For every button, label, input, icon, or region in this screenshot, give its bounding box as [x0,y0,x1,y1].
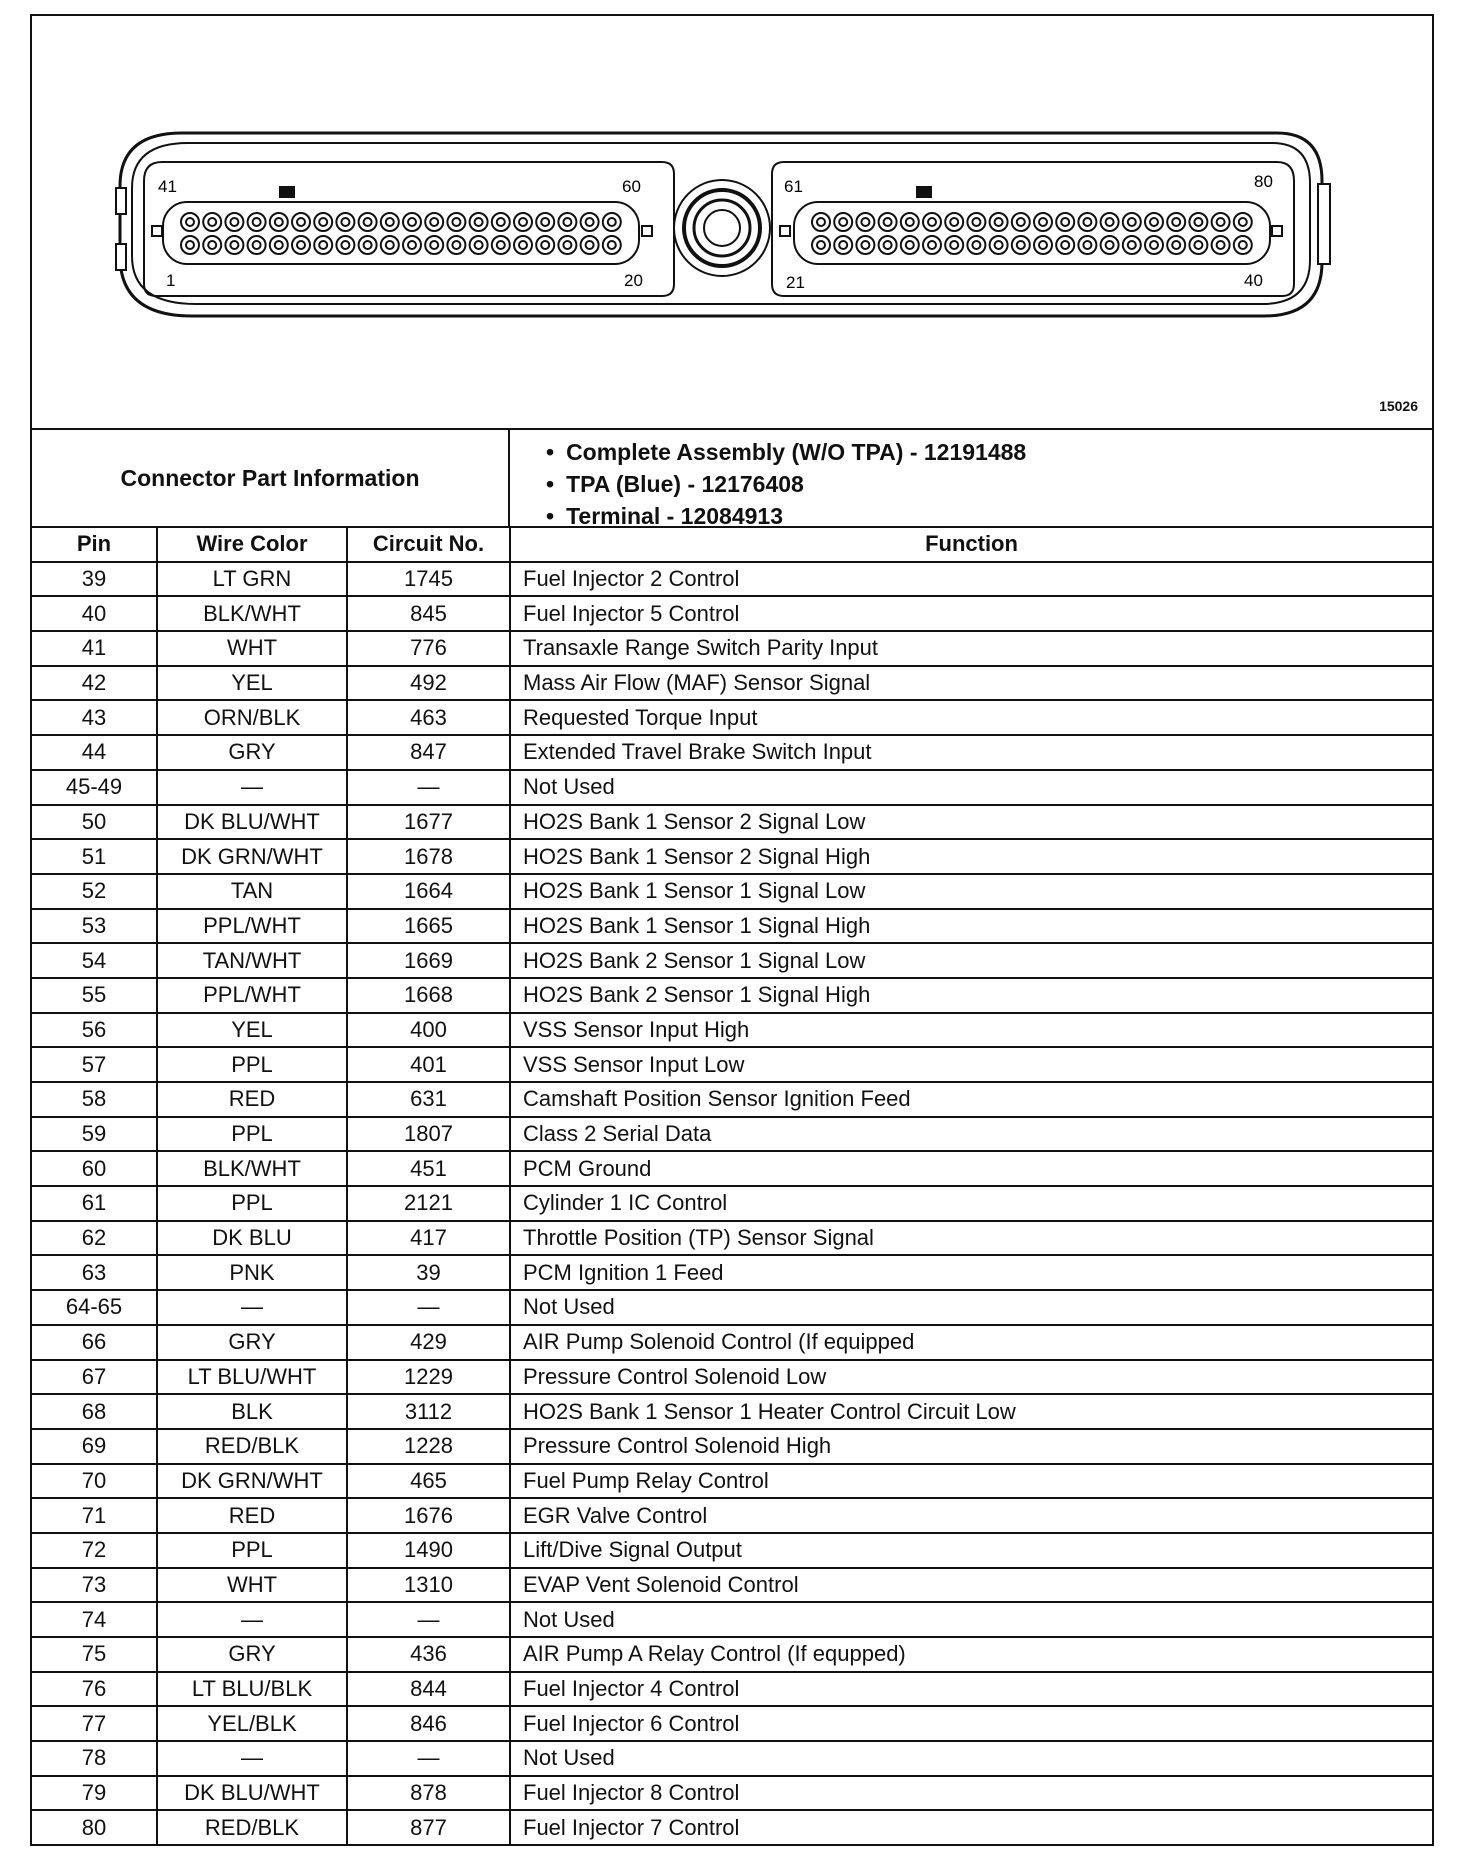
table-row [32,1672,1432,1707]
cell-wire-color: PPL [157,1047,347,1082]
pin-socket [834,213,852,231]
pin-socket [558,213,576,231]
cell-function: HO2S Bank 1 Sensor 1 Signal Low [510,874,1432,909]
cell-pin: 73 [32,1568,157,1603]
cell-function: Camshaft Position Sensor Ignition Feed [510,1082,1432,1117]
cell-wire-color: GRY [157,1325,347,1360]
pin-socket [945,236,963,254]
figure-number: 15026 [1379,398,1418,414]
table-row [32,1151,1432,1186]
cell-pin: 64-65 [32,1290,157,1325]
table-row [32,631,1432,666]
pin-socket [203,213,221,231]
pin-socket [181,236,199,254]
cell-wire-color: GRY [157,1637,347,1672]
cell-function: Cylinder 1 IC Control [510,1186,1432,1221]
pin-socket [536,236,554,254]
pin-socket [1212,236,1230,254]
pin-socket [1034,236,1052,254]
pin-socket [1212,213,1230,231]
cell-function: Lift/Dive Signal Output [510,1533,1432,1568]
cell-circuit-no: — [347,1602,510,1637]
cell-wire-color: YEL [157,666,347,701]
cell-function: VSS Sensor Input Low [510,1047,1432,1082]
table-row [32,909,1432,944]
pin-socket [834,236,852,254]
part-complete-assembly: • Complete Assembly (W/O TPA) - 12191488 [546,436,1430,468]
cell-wire-color: BLK [157,1394,347,1429]
cell-function: Mass Air Flow (MAF) Sensor Signal [510,666,1432,701]
cell-pin: 45-49 [32,770,157,805]
cell-wire-color: TAN [157,874,347,909]
pin-socket [470,236,488,254]
pin-socket [990,236,1008,254]
left-pin-bank [181,213,621,254]
cell-pin: 39 [32,562,157,597]
table-row [32,805,1432,840]
cell-wire-color: TAN/WHT [157,943,347,978]
table-row [32,1047,1432,1082]
cell-function: Requested Torque Input [510,700,1432,735]
cell-pin: 67 [32,1360,157,1395]
pin-socket [945,213,963,231]
table-row [32,1810,1432,1844]
cell-circuit-no: 878 [347,1776,510,1811]
cell-wire-color: RED/BLK [157,1429,347,1464]
pin-socket [603,236,621,254]
pin-socket [1056,213,1074,231]
pin-label-61: 61 [784,177,803,196]
pin-socket [447,236,465,254]
cell-function: HO2S Bank 1 Sensor 2 Signal High [510,839,1432,874]
pin-socket [923,213,941,231]
cell-wire-color: — [157,1741,347,1776]
table-row [32,1325,1432,1360]
cell-pin: 57 [32,1047,157,1082]
cell-circuit-no: 465 [347,1464,510,1499]
pin-socket [292,236,310,254]
pin-label-80: 80 [1254,172,1273,191]
cell-circuit-no: 3112 [347,1394,510,1429]
pin-socket [812,213,830,231]
cell-pin: 42 [32,666,157,701]
table-row [32,1290,1432,1325]
table-row [32,1221,1432,1256]
pin-socket [336,213,354,231]
cell-function: Fuel Injector 7 Control [510,1810,1432,1844]
pin-socket [314,213,332,231]
pin-socket [248,213,266,231]
cell-function: Throttle Position (TP) Sensor Signal [510,1221,1432,1256]
table-row [32,1429,1432,1464]
cell-wire-color: GRY [157,735,347,770]
connector-part-info [32,428,1432,529]
table-row [32,1498,1432,1533]
cell-pin: 75 [32,1637,157,1672]
pin-socket [425,236,443,254]
cell-pin: 54 [32,943,157,978]
pin-socket [203,236,221,254]
table-row [32,1394,1432,1429]
cell-wire-color: LT BLU/BLK [157,1672,347,1707]
header-function: Function [510,527,1432,562]
cell-circuit-no: 492 [347,666,510,701]
pin-socket [270,236,288,254]
cell-function: Fuel Injector 2 Control [510,562,1432,597]
connector-parts-list [510,430,1430,529]
cell-wire-color: — [157,1602,347,1637]
cell-circuit-no: 847 [347,735,510,770]
document-sheet [30,14,1434,1846]
cell-circuit-no: 436 [347,1637,510,1672]
table-row [32,1186,1432,1221]
pin-socket [425,213,443,231]
cell-circuit-no: 1677 [347,805,510,840]
cell-wire-color: WHT [157,1568,347,1603]
cell-function: HO2S Bank 1 Sensor 1 Heater Control Circuit Low [510,1394,1432,1429]
cell-pin: 77 [32,1706,157,1741]
cell-pin: 52 [32,874,157,909]
cell-function: Not Used [510,1741,1432,1776]
cell-pin: 41 [32,631,157,666]
table-header-row [32,527,1432,562]
pin-socket [1101,236,1119,254]
cell-pin: 63 [32,1255,157,1290]
cell-function: HO2S Bank 1 Sensor 2 Signal Low [510,805,1432,840]
table-row [32,1741,1432,1776]
pin-socket [403,213,421,231]
pin-socket [1034,213,1052,231]
cell-wire-color: LT BLU/WHT [157,1360,347,1395]
pinout-table [32,526,1432,1844]
cell-pin: 69 [32,1429,157,1464]
pin-socket [1189,236,1207,254]
cell-circuit-no: — [347,1290,510,1325]
cell-function: Pressure Control Solenoid Low [510,1360,1432,1395]
cell-circuit-no: 844 [347,1672,510,1707]
cell-pin: 66 [32,1325,157,1360]
cell-circuit-no: 401 [347,1047,510,1082]
cell-pin: 60 [32,1151,157,1186]
cell-pin: 68 [32,1394,157,1429]
cell-pin: 56 [32,1013,157,1048]
cell-circuit-no: 451 [347,1151,510,1186]
pin-socket [359,213,377,231]
pin-socket [492,236,510,254]
cell-circuit-no: 1490 [347,1533,510,1568]
cell-function: Fuel Pump Relay Control [510,1464,1432,1499]
cell-pin: 80 [32,1810,157,1844]
pin-socket [225,236,243,254]
table-row [32,1602,1432,1637]
table-row [32,1776,1432,1811]
connector-drawing [32,16,1432,428]
cell-circuit-no: 417 [347,1221,510,1256]
pin-socket [581,213,599,231]
cell-pin: 40 [32,596,157,631]
pin-socket [359,236,377,254]
cell-circuit-no: 1669 [347,943,510,978]
cell-wire-color: PPL [157,1117,347,1152]
pin-socket [292,213,310,231]
table-row [32,770,1432,805]
cell-wire-color: RED [157,1082,347,1117]
pin-socket [381,236,399,254]
cell-function: AIR Pump Solenoid Control (If equipped [510,1325,1432,1360]
cell-pin: 43 [32,700,157,735]
cell-wire-color: ORN/BLK [157,700,347,735]
right-pin-bank [812,213,1252,254]
table-row [32,666,1432,701]
cell-circuit-no: 846 [347,1706,510,1741]
pin-label-41: 41 [158,177,177,196]
pin-socket [514,236,532,254]
cell-function: VSS Sensor Input High [510,1013,1432,1048]
pin-label-20: 20 [624,271,643,290]
cell-pin: 58 [32,1082,157,1117]
cell-function: Fuel Injector 4 Control [510,1672,1432,1707]
cell-pin: 61 [32,1186,157,1221]
cell-circuit-no: 1228 [347,1429,510,1464]
cell-circuit-no: 1229 [347,1360,510,1395]
pin-socket [225,213,243,231]
cell-pin: 62 [32,1221,157,1256]
table-row [32,1637,1432,1672]
pin-socket [1145,236,1163,254]
table-row [32,1013,1432,1048]
pin-socket [967,213,985,231]
cell-pin: 76 [32,1672,157,1707]
cell-wire-color: DK GRN/WHT [157,1464,347,1499]
table-row [32,1360,1432,1395]
pin-socket [1167,213,1185,231]
connector-info-label: Connector Part Information [32,430,510,526]
cell-pin: 53 [32,909,157,944]
cell-pin: 70 [32,1464,157,1499]
cell-wire-color: YEL/BLK [157,1706,347,1741]
cell-circuit-no: 1310 [347,1568,510,1603]
pin-socket [1078,213,1096,231]
pin-socket [990,213,1008,231]
cell-wire-color: — [157,770,347,805]
cell-circuit-no: — [347,1741,510,1776]
pin-socket [470,213,488,231]
cell-pin: 72 [32,1533,157,1568]
cell-pin: 55 [32,978,157,1013]
cell-wire-color: DK BLU/WHT [157,805,347,840]
table-row [32,1255,1432,1290]
cell-pin: 50 [32,805,157,840]
pin-socket [181,213,199,231]
cell-circuit-no: 845 [347,596,510,631]
cell-wire-color: YEL [157,1013,347,1048]
pin-socket [1123,213,1141,231]
pin-socket [514,213,532,231]
table-row [32,1464,1432,1499]
cell-function: Not Used [510,1290,1432,1325]
pin-socket [492,213,510,231]
table-row [32,943,1432,978]
header-circuit-no: Circuit No. [347,527,510,562]
table-row [32,874,1432,909]
cell-pin: 74 [32,1602,157,1637]
pin-label-21: 21 [786,273,805,292]
cell-wire-color: LT GRN [157,562,347,597]
pin-socket [1189,213,1207,231]
cell-function: Extended Travel Brake Switch Input [510,735,1432,770]
cell-function: Fuel Injector 5 Control [510,596,1432,631]
pin-socket [1145,213,1163,231]
table-row [32,839,1432,874]
cell-circuit-no: 877 [347,1810,510,1844]
table-row [32,596,1432,631]
cell-pin: 79 [32,1776,157,1811]
cell-circuit-no: 1664 [347,874,510,909]
center-bolt-icon [674,180,770,276]
cell-wire-color: RED [157,1498,347,1533]
table-row [32,978,1432,1013]
cell-function: AIR Pump A Relay Control (If equpped) [510,1637,1432,1672]
pin-socket [901,213,919,231]
cell-wire-color: PNK [157,1255,347,1290]
cell-pin: 44 [32,735,157,770]
cell-pin: 71 [32,1498,157,1533]
cell-circuit-no: 463 [347,700,510,735]
header-pin: Pin [32,527,157,562]
pin-socket [1012,236,1030,254]
pin-label-40: 40 [1244,271,1263,290]
cell-circuit-no: 1665 [347,909,510,944]
cell-pin: 51 [32,839,157,874]
pin-socket [403,236,421,254]
cell-wire-color: DK GRN/WHT [157,839,347,874]
cell-circuit-no: 1668 [347,978,510,1013]
cell-circuit-no: 631 [347,1082,510,1117]
pin-socket [1234,213,1252,231]
cell-wire-color: BLK/WHT [157,596,347,631]
connector-diagram [32,16,1432,428]
cell-wire-color: PPL [157,1186,347,1221]
pin-socket [1012,213,1030,231]
pin-socket [581,236,599,254]
cell-wire-color: DK BLU/WHT [157,1776,347,1811]
pin-socket [314,236,332,254]
pin-socket [879,213,897,231]
cell-circuit-no: — [347,770,510,805]
pin-socket [603,213,621,231]
cell-function: Fuel Injector 6 Control [510,1706,1432,1741]
cell-circuit-no: 1678 [347,839,510,874]
cell-wire-color: — [157,1290,347,1325]
pin-socket [1056,236,1074,254]
cell-function: HO2S Bank 2 Sensor 1 Signal Low [510,943,1432,978]
cell-circuit-no: 1676 [347,1498,510,1533]
pin-socket [381,213,399,231]
pin-socket [270,213,288,231]
cell-circuit-no: 776 [347,631,510,666]
pin-socket [1234,236,1252,254]
table-row [32,1706,1432,1741]
cell-function: Not Used [510,770,1432,805]
cell-wire-color: RED/BLK [157,1810,347,1844]
pin-socket [923,236,941,254]
cell-circuit-no: 400 [347,1013,510,1048]
cell-function: EVAP Vent Solenoid Control [510,1568,1432,1603]
table-row [32,1117,1432,1152]
cell-wire-color: PPL/WHT [157,978,347,1013]
cell-function: Not Used [510,1602,1432,1637]
table-row [32,735,1432,770]
cell-pin: 59 [32,1117,157,1152]
pin-socket [558,236,576,254]
cell-function: Pressure Control Solenoid High [510,1429,1432,1464]
cell-wire-color: WHT [157,631,347,666]
cell-function: PCM Ignition 1 Feed [510,1255,1432,1290]
cell-wire-color: PPL/WHT [157,909,347,944]
table-row [32,1533,1432,1568]
cell-circuit-no: 1807 [347,1117,510,1152]
pin-socket [856,213,874,231]
cell-circuit-no: 429 [347,1325,510,1360]
pin-socket [336,236,354,254]
pin-socket [1123,236,1141,254]
pin-socket [447,213,465,231]
cell-wire-color: DK BLU [157,1221,347,1256]
cell-wire-color: PPL [157,1533,347,1568]
cell-circuit-no: 1745 [347,562,510,597]
part-tpa: • TPA (Blue) - 12176408 [546,468,1430,500]
table-row [32,700,1432,735]
pin-socket [879,236,897,254]
cell-function: EGR Valve Control [510,1498,1432,1533]
part-terminal: • Terminal - 12084913 [546,500,1430,532]
table-row [32,1568,1432,1603]
header-wire-color: Wire Color [157,527,347,562]
cell-function: Transaxle Range Switch Parity Input [510,631,1432,666]
table-row [32,562,1432,597]
table-row [32,1082,1432,1117]
pin-socket [1078,236,1096,254]
pin-socket [536,213,554,231]
pin-socket [1167,236,1185,254]
cell-function: HO2S Bank 1 Sensor 1 Signal High [510,909,1432,944]
pin-label-60: 60 [622,177,641,196]
cell-circuit-no: 39 [347,1255,510,1290]
cell-function: PCM Ground [510,1151,1432,1186]
pin-socket [901,236,919,254]
cell-function: Class 2 Serial Data [510,1117,1432,1152]
pin-socket [248,236,266,254]
cell-function: Fuel Injector 8 Control [510,1776,1432,1811]
pin-socket [1101,213,1119,231]
pin-socket [856,236,874,254]
pin-socket [967,236,985,254]
cell-pin: 78 [32,1741,157,1776]
cell-function: HO2S Bank 2 Sensor 1 Signal High [510,978,1432,1013]
cell-wire-color: BLK/WHT [157,1151,347,1186]
pin-socket [812,236,830,254]
pin-label-1: 1 [166,271,176,290]
cell-circuit-no: 2121 [347,1186,510,1221]
